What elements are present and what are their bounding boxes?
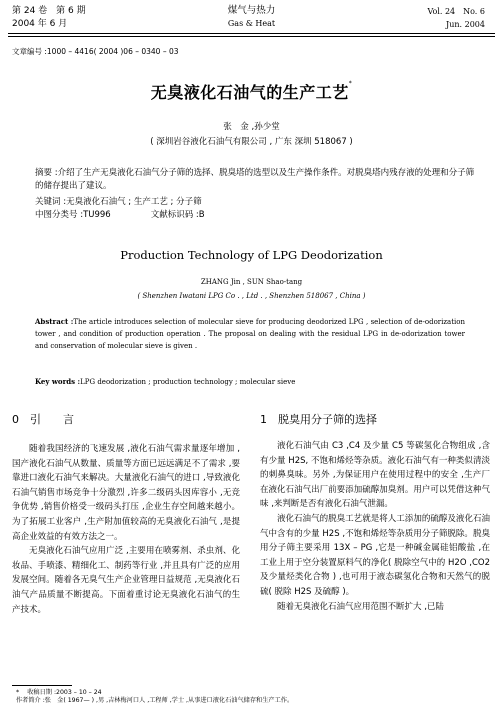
authors-cn: 张 金 ,孙少堂 [223,122,280,132]
paragraph: 液化石油气由 C3 ,C4 及少量 C5 等碳氢化合物组成 ,含有少量 H2S, 不饱和烯烃等杂质。液化石油气有一种类似清淡的刺鼻臭味。另外 ,为保证用户在使用过程中的安全 ,生产厂在液化石油气出厂前要添加硫醇加臭剂。用户可以凭借这种气味 ,来判断是否有液化石油气泄漏。 [260,441,490,510]
article-number: 文章编号 :1000 – 4416( 2004 )06 – 0340 – 03 [12,47,179,56]
author-intro: 作者简介 :张 金( 1967— ) ,男 ,吉林梅河口人 ,工程师 ,学士 ,从事进口液化石油气储存和生产工作。 [16,697,294,704]
paragraph: 液化石油气的脱臭工艺就是将人工添加的硫醇及液化石油气中含有的少量 H2S ,不饱和烯烃等杂质用分子筛脱除。脱臭用分子筛主要采用 13X – PG ,它是一种碱金属硅铝酸盐 ,在工业上用于空分装置原料气的净化( 脱除空气中的 H2O ,CO2 及少量烃类化合物 ) ,也可用于液态碳氢化合物和天然气的脱硫( 脱除 H2S 及硫醇 )。 [260,513,490,597]
right-column [260,439,490,614]
footnote [16,689,293,705]
title-text: 无臭液化石油气的生产工艺 [150,83,349,102]
journal-volume-en [427,5,485,31]
section-title: 脱臭用分子筛的选择 [278,413,377,426]
keywords-en-text: LPG deodorization ; production technology ; molecular sieve [80,378,296,386]
title-footnote-mark: * [348,80,353,87]
header-rule-thick [8,33,495,34]
section-title: 引 言 [30,413,74,426]
publish-date-cn: 2004 年 6 月 [12,19,68,29]
volume-issue-en: Vol. 24 No. 6 [427,7,485,16]
keywords-en-label: Key words : [35,377,81,386]
paragraph: 随着我国经济的飞速发展 ,液化石油气需求量逐年增加 ,国产液化石油气从数量、质量等方面已远远满足不了需求 ,要靠进口液化石油气来解决。大量液化石油气的进口 ,导致液化石油气销售市场竞争十分激烈 ,许多二级码头因库容小 ,无竞争优势 ,销售价格受一级码头打压 ,企业生存空间越来越小。为了拓展工业客户 ,生产附加值较高的无臭液化石油气 ,是提高企业效益的有效方法之一。 [12,444,240,542]
keywords-cn: 关键词 :无臭液化石油气 ; 生产工艺 ; 分子筛 [35,197,202,207]
header-rule-thin [8,36,495,37]
received-date: * 收稿日期 :2003 – 10 – 24 [16,689,102,696]
paragraph: 无臭液化石油气应用广泛 ,主要用在喷雾剂、杀虫剂、化妆品、手喷漆、精细化工、制药等行业 ,并且具有广泛的应用发展空间。随着各无臭气生产企业管理日益规范 ,无臭液化石油气产品质量不断提高。下面着重讨论无臭液化石油气的生产技术。 [12,546,240,615]
paper-title-en: Production Technology of LPG Deodorization [120,248,383,262]
paper-title-cn [0,80,503,103]
left-column [12,442,240,617]
classification-line [35,208,245,220]
abstract-cn: 摘要 :介绍了生产无臭液化石油气分子筛的选择、脱臭塔的选型以及生产操作条件。对脱臭塔内残存液的处理和分子筛的储存提出了建议。 [35,168,475,191]
keywords-en [35,377,295,386]
paragraph: 随着无臭液化石油气应用范围不断扩大 ,已陆 [277,601,444,612]
section-heading-intro [12,411,74,427]
volume-issue-cn: 第 24 卷 第 6 期 [12,6,86,16]
class-number: 中图分类号 :TU996 [35,210,111,220]
journal-name-en: Gas & Heat [227,19,276,28]
abstract-en-label: Abstract : [35,317,74,326]
authors-en: ZHANG Jin , SUN Shao-tang [200,278,303,286]
affiliation-cn: ( 深圳岩谷液化石油气有限公司 , 广东 深圳 518067 ) [150,137,353,147]
section-number: 0 [12,413,19,426]
document-code: 文献标识码 :B [150,210,205,220]
abstract-en-text: The article introduces selection of molecular sieve for producing deodorized LPG , selection of de-odorization tower , and condition of production operation . The proposal on dealing with the residual LPG in de-odorization tower and conservation of molecular sieve is given . [35,318,465,350]
publish-date-en: Jun. 2004 [446,20,485,29]
abstract-en [35,316,465,352]
affiliation-en: ( Shenzhen Iwatani LPG Co . , Ltd . , Shenzhen 518067 , China ) [137,292,366,300]
section-heading-sieve [260,411,377,427]
footnote-rule [12,685,72,686]
journal-name-cn: 煤气与热力 [227,5,276,16]
section-number: 1 [260,413,267,426]
